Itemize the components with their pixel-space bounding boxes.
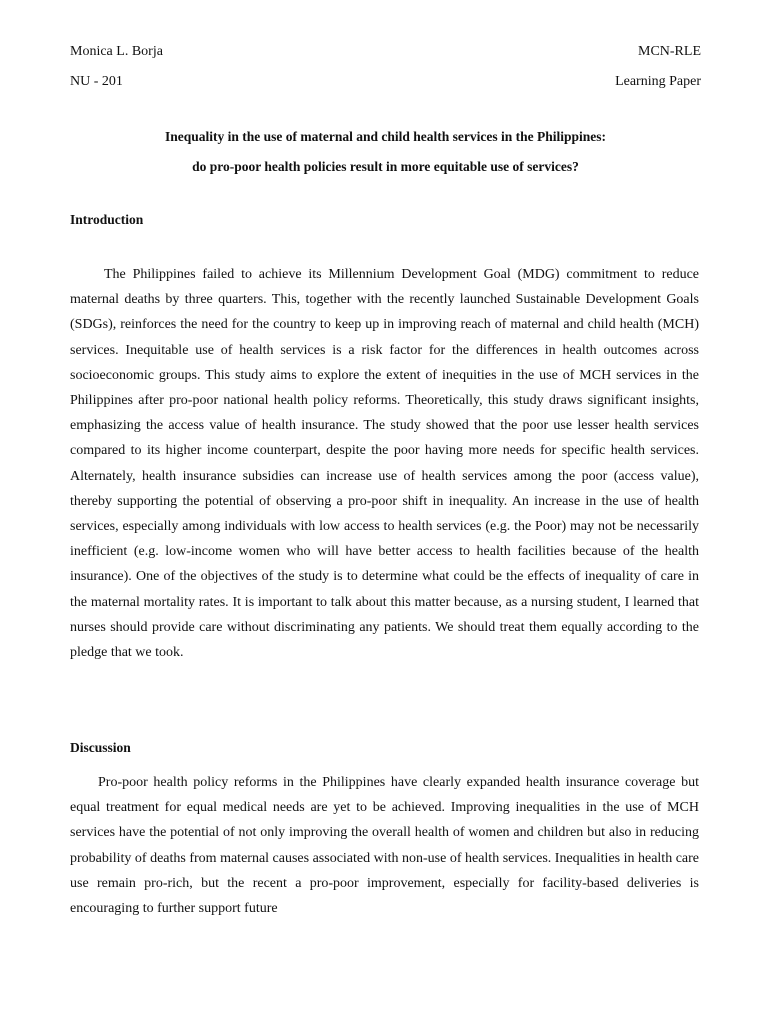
section-code: NU - 201 [70, 74, 123, 89]
author-name: Monica L. Borja [70, 44, 163, 59]
paper-title-line-2: do pro-poor health policies result in more equitable use of services? [192, 159, 579, 174]
introduction-paragraph: The Philippines failed to achieve its Millennium Development Goal (MDG) commitment to reduce maternal deaths by three quarters. This, together with the recently launched Sustainable Development Goals (SDGs), reinforces the need for the country to keep up in improving reach of maternal and child health (MCH) services. Inequitable use of health services is a risk factor for the differences in health outcomes across socioeconomic groups. This study aims to explore the extent of inequities in the use of MCH services in the Philippines after pro-poor national health policy reforms. Theoretically, this study draws significant insights, emphasizing the access value of health insurance. The study showed that the poor use lesser health services compared to its higher income counterpart, despite the poor having more needs for specific health services. Alternately, health insurance subsidies can increase use of health services among the poor (access value), thereby supporting the potential of observing a pro-poor shift in inequality. An increase in the use of health services, especially among individuals with low access to health services (e.g. the Poor) may not be necessarily inefficient (e.g. low-income women who will have better access to health facilities because of the health insurance). One of the objectives of the study is to determine what could be the effects of inequality of care in the maternal mortality rates. It is important to talk about this matter because, as a nursing student, I learned that nurses should provide care without discriminating any patients. We should treat them equally according to the pledge that we took. [70, 267, 699, 661]
document-type: Learning Paper [615, 74, 701, 89]
discussion-paragraph: Pro-poor health policy reforms in the Philippines have clearly expanded health insurance coverage but equal treatment for equal medical needs are yet to be achieved. Improving inequalities in the use of MCH services have the potential of not only improving the overall health of women and children but also in reducing probability of deaths from maternal causes associated with non-use of health services. Inequalities in health care use remain pro-rich, but the recent a pro-poor improvement, especially for facility-based deliveries is encouraging to further support future [70, 775, 700, 917]
introduction-heading: Introduction [70, 212, 144, 227]
paper-title-line-1: Inequality in the use of maternal and child health services in the Philippines: [164, 129, 607, 144]
course-code: MCN-RLE [638, 44, 701, 59]
discussion-heading: Discussion [70, 740, 131, 755]
